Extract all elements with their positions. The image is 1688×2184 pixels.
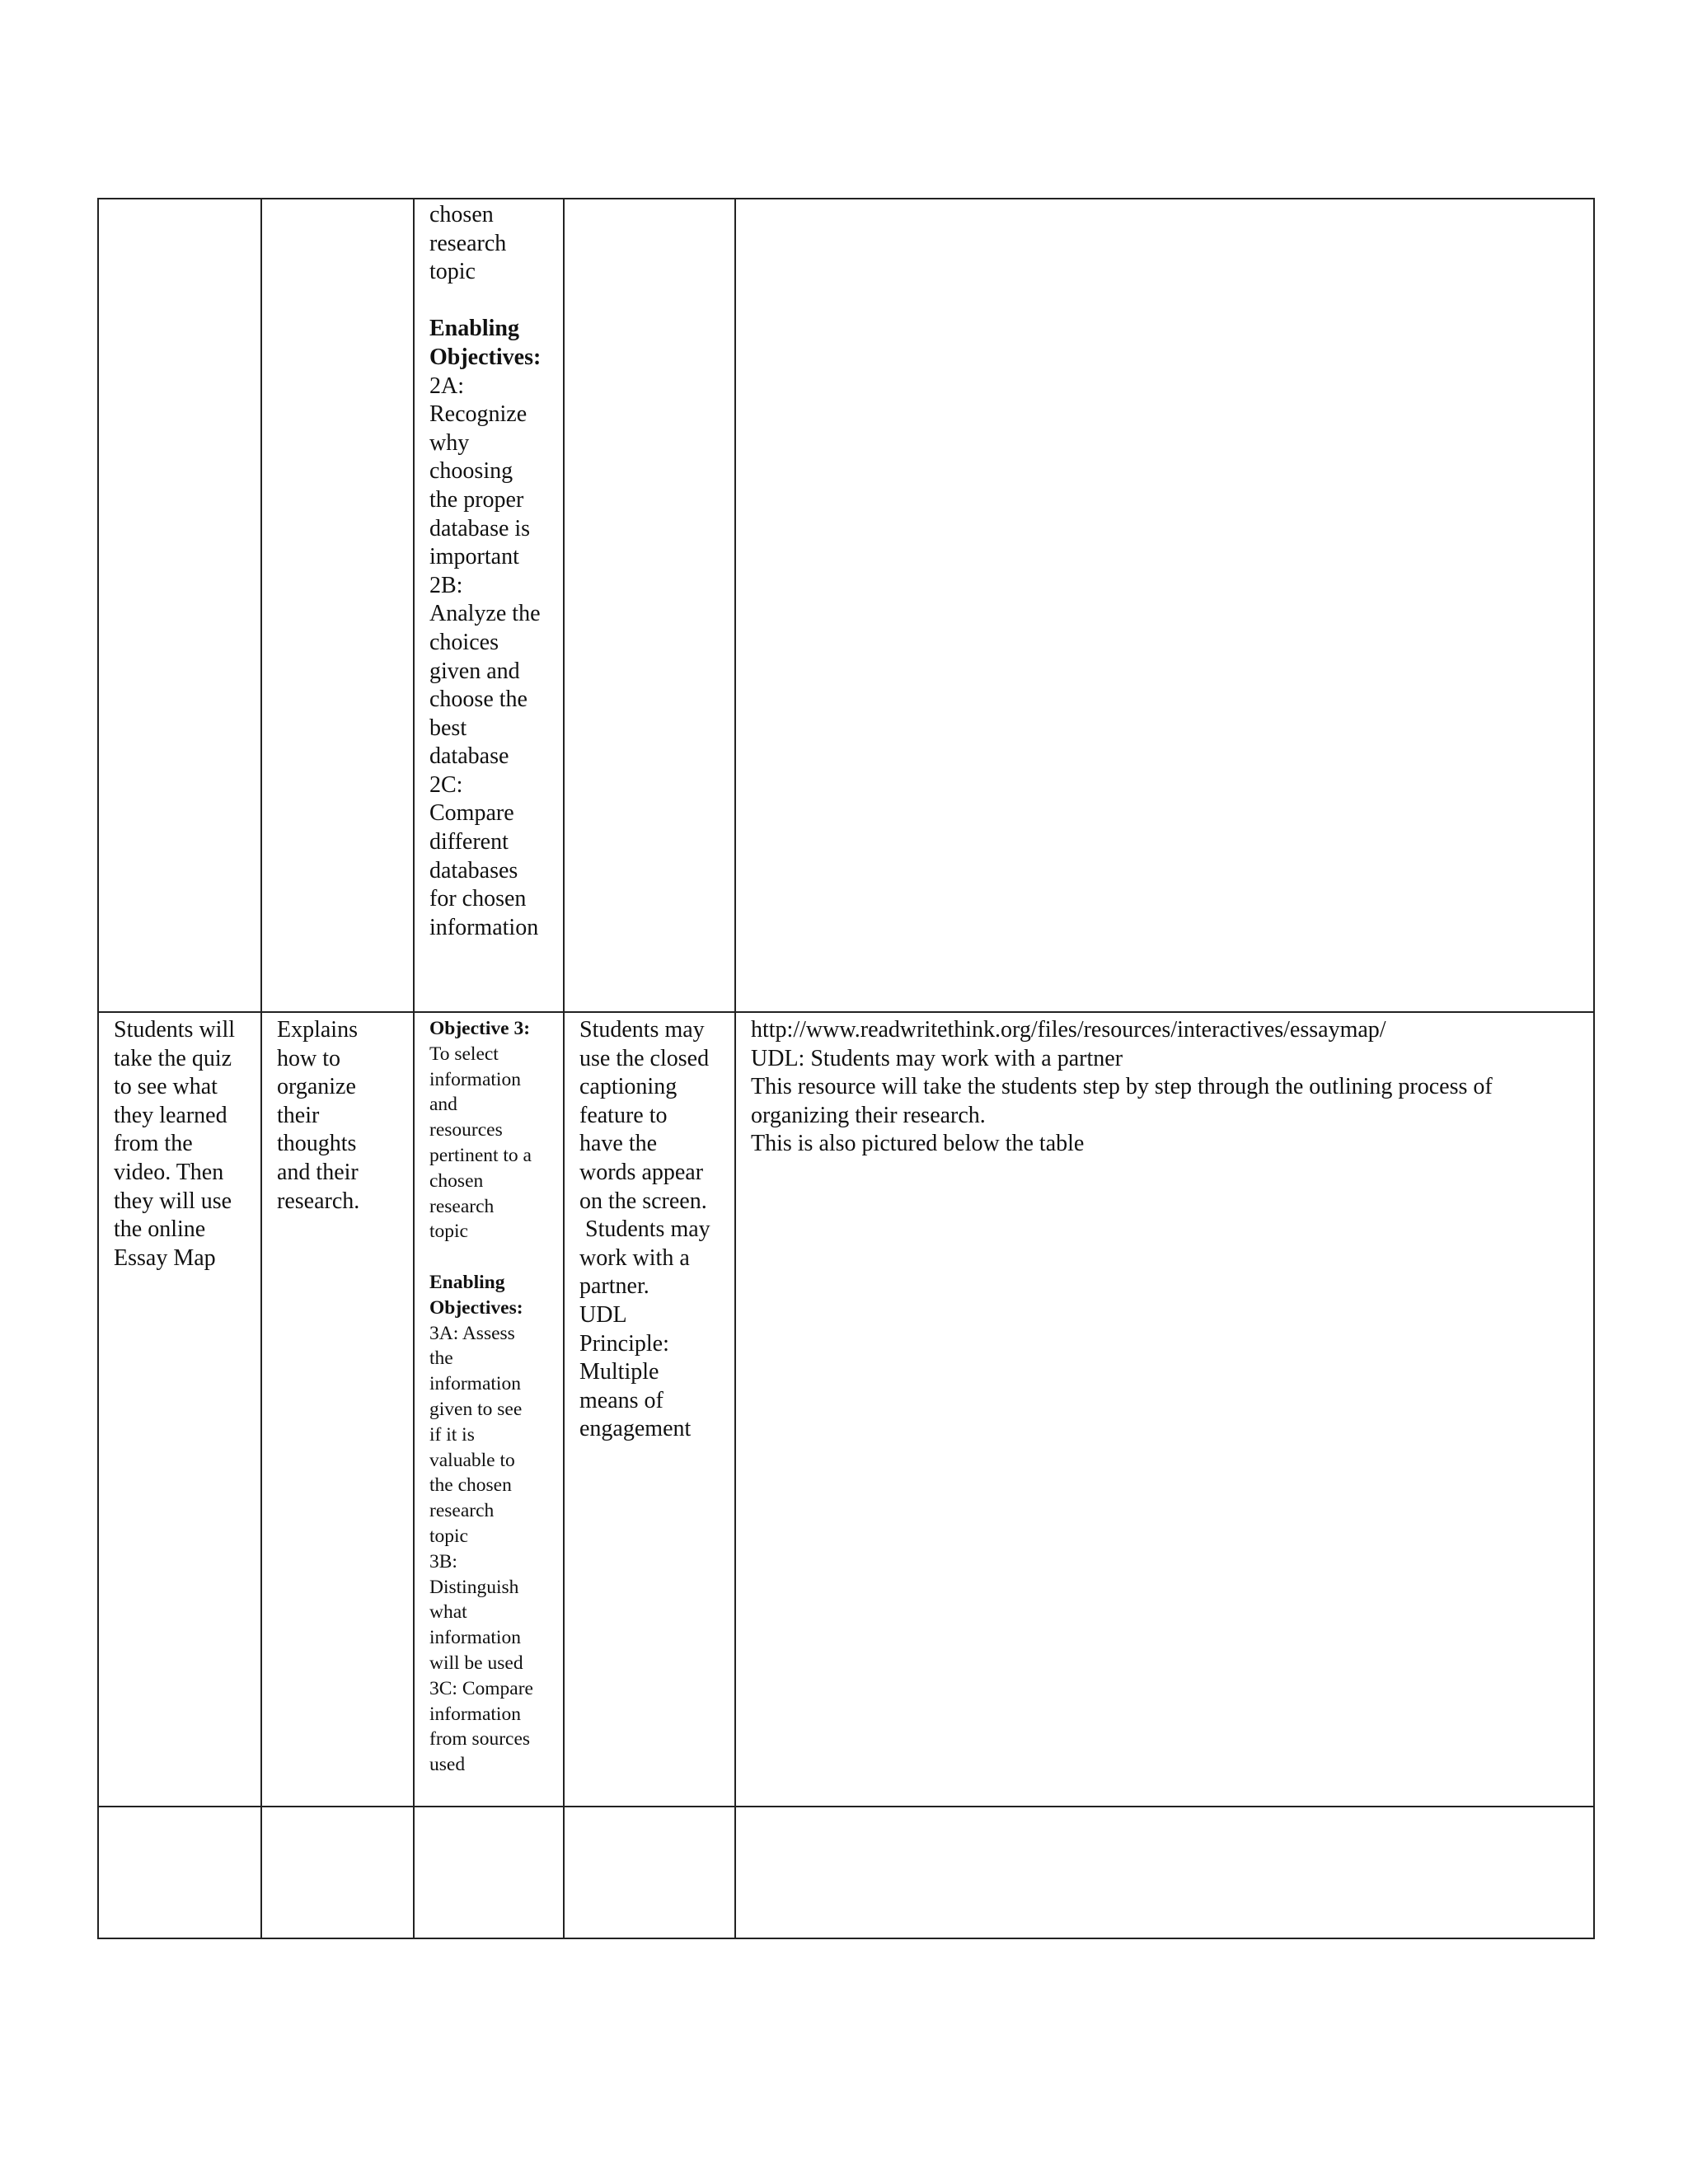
cell-text-line: the online	[114, 1216, 206, 1243]
cell-text-line: http://www.readwritethink.org/files/resources/interactives/essaymap/	[751, 1017, 1386, 1043]
cell-text-line: from sources	[429, 1728, 531, 1750]
cell-text-line: 2A:	[429, 373, 464, 399]
lesson-plan-table	[97, 198, 1595, 1939]
cell-text-line: topic	[429, 1221, 468, 1243]
cell-text-line: Objectives:	[429, 1296, 523, 1319]
cell-text-line: from the	[114, 1131, 193, 1157]
spacer	[429, 287, 549, 316]
cell-text-line: resources	[429, 1119, 503, 1141]
cell-text-line: Enabling	[429, 316, 519, 342]
cell-text-line: choose the	[429, 687, 528, 713]
cell-text-line: feature to	[579, 1102, 668, 1128]
cell-text-line: have the	[579, 1131, 658, 1157]
cell-text-line: 2C:	[429, 771, 463, 798]
cell-text-line: take the quiz	[114, 1045, 232, 1071]
cell-text-line: best	[429, 715, 467, 741]
cell-text-line: Students may	[579, 1017, 705, 1043]
cell-text-line: what	[429, 1601, 467, 1624]
cell-text-line: information	[429, 914, 539, 940]
cell-text-line: 2B:	[429, 572, 463, 598]
cell-heading: Objective 3:	[429, 1018, 531, 1039]
cell-text-line: Analyze the	[429, 601, 541, 627]
cell-text-line: will be used	[429, 1652, 523, 1674]
cell-text-line: and their	[277, 1159, 359, 1185]
cell-text-line: choices	[429, 629, 499, 655]
cell-text-line: information	[429, 1627, 521, 1649]
cell-text-line: Objectives:	[429, 344, 542, 370]
table-cell	[261, 1807, 414, 1938]
cell-text-line: topic	[429, 259, 476, 285]
table-cell	[98, 199, 261, 1012]
table-cell	[564, 199, 735, 1012]
cell-text-line: work with a	[579, 1244, 690, 1271]
teacher-activity-cell	[261, 1012, 414, 1807]
cell-text-line: Principle:	[579, 1330, 669, 1357]
cell-text-line: 3A: Assess	[429, 1322, 515, 1344]
cell-text-line: database	[429, 743, 509, 770]
cell-text-line: thoughts	[277, 1131, 357, 1157]
table-cell	[735, 199, 1594, 1012]
cell-text-line: for chosen	[429, 886, 527, 912]
cell-text-line: valuable to	[429, 1449, 515, 1471]
cell-text-line: use the closed	[579, 1045, 710, 1071]
objectives-cell	[414, 1012, 564, 1807]
cell-text-line: given and	[429, 658, 520, 684]
cell-text-line: UDL	[579, 1301, 627, 1328]
table-cell	[261, 199, 414, 1012]
cell-text-line: how to	[277, 1045, 340, 1071]
table-row	[98, 1807, 1594, 1938]
cell-text-line: if it is	[429, 1423, 475, 1446]
cell-text-line: databases	[429, 857, 518, 883]
cell-text-line: This resource will take the students step by step through the outlining process of organizing their research.	[751, 1074, 1493, 1128]
cell-text-line: Enabling	[429, 1271, 505, 1293]
table-cell	[414, 1807, 564, 1938]
cell-text-line: UDL: Students may work with a partner	[751, 1045, 1123, 1071]
cell-text-line: given to see	[429, 1398, 523, 1420]
cell-text-line: information	[429, 1373, 521, 1395]
cell-text-line: the proper	[429, 486, 524, 513]
cell-text-line: Distinguish	[429, 1576, 519, 1598]
cell-text-line: they learned	[114, 1102, 227, 1128]
cell-text-line: chosen	[429, 1169, 484, 1192]
cell-text-line: topic	[429, 1525, 468, 1547]
cell-text-line: Multiple	[579, 1359, 659, 1385]
cell-text-line: 3C: Compare	[429, 1677, 533, 1699]
cell-text-line: used	[429, 1754, 466, 1776]
cell-text-line: the	[429, 1347, 453, 1370]
cell-text-line: their	[277, 1102, 320, 1128]
cell-text-line: why	[429, 429, 470, 456]
resources-cell	[735, 1012, 1594, 1807]
cell-text-line: 3B:	[429, 1550, 457, 1572]
cell-text-line: different	[429, 829, 509, 855]
cell-text-line: research.	[277, 1188, 360, 1214]
cell-text-line: Explains	[277, 1017, 358, 1043]
student-activity-cell	[98, 1012, 261, 1807]
cell-text-line: on the screen.	[579, 1188, 707, 1214]
table-row	[98, 199, 1594, 1012]
cell-text-line: words appear	[579, 1159, 704, 1185]
cell-text-line: to see what	[114, 1074, 218, 1100]
cell-text-line: chosen	[429, 202, 494, 227]
cell-text-line: research	[429, 230, 507, 256]
table-row	[98, 1012, 1594, 1807]
cell-text-line: video. Then	[114, 1159, 224, 1185]
cell-text-line: Students may	[579, 1216, 710, 1243]
cell-text-line: information	[429, 1703, 521, 1725]
cell-text-line: Recognize	[429, 401, 528, 428]
cell-text-line: captioning	[579, 1074, 678, 1100]
cell-text-line: partner.	[579, 1273, 649, 1300]
cell-text-line: and	[429, 1094, 457, 1116]
table-cell	[564, 1807, 735, 1938]
cell-text-line: they will use	[114, 1188, 232, 1214]
cell-text-line: engagement	[579, 1416, 692, 1442]
objectives-cell	[414, 199, 564, 1012]
cell-text-line: means of	[579, 1387, 663, 1413]
cell-text-line: Compare	[429, 800, 514, 827]
cell-text-line: information	[429, 1068, 521, 1090]
cell-text-line: research	[429, 1195, 495, 1217]
cell-text-line: Students will	[114, 1017, 236, 1043]
cell-text-line: To select	[429, 1043, 499, 1065]
cell-text-line: pertinent to a	[429, 1144, 532, 1166]
table-cell	[98, 1807, 261, 1938]
table-cell	[735, 1807, 1594, 1938]
cell-text-line: Essay Map	[114, 1244, 216, 1271]
cell-text-line: database is	[429, 515, 531, 541]
cell-text-line: important	[429, 544, 519, 570]
spacer	[429, 1244, 549, 1270]
udl-accommodation-cell	[564, 1012, 735, 1807]
cell-text-line: research	[429, 1500, 495, 1522]
cell-text-line: organize	[277, 1074, 356, 1100]
cell-text-line: the chosen	[429, 1474, 512, 1497]
cell-text-line: choosing	[429, 458, 513, 485]
cell-text-line: This is also pictured below the table	[751, 1131, 1085, 1157]
